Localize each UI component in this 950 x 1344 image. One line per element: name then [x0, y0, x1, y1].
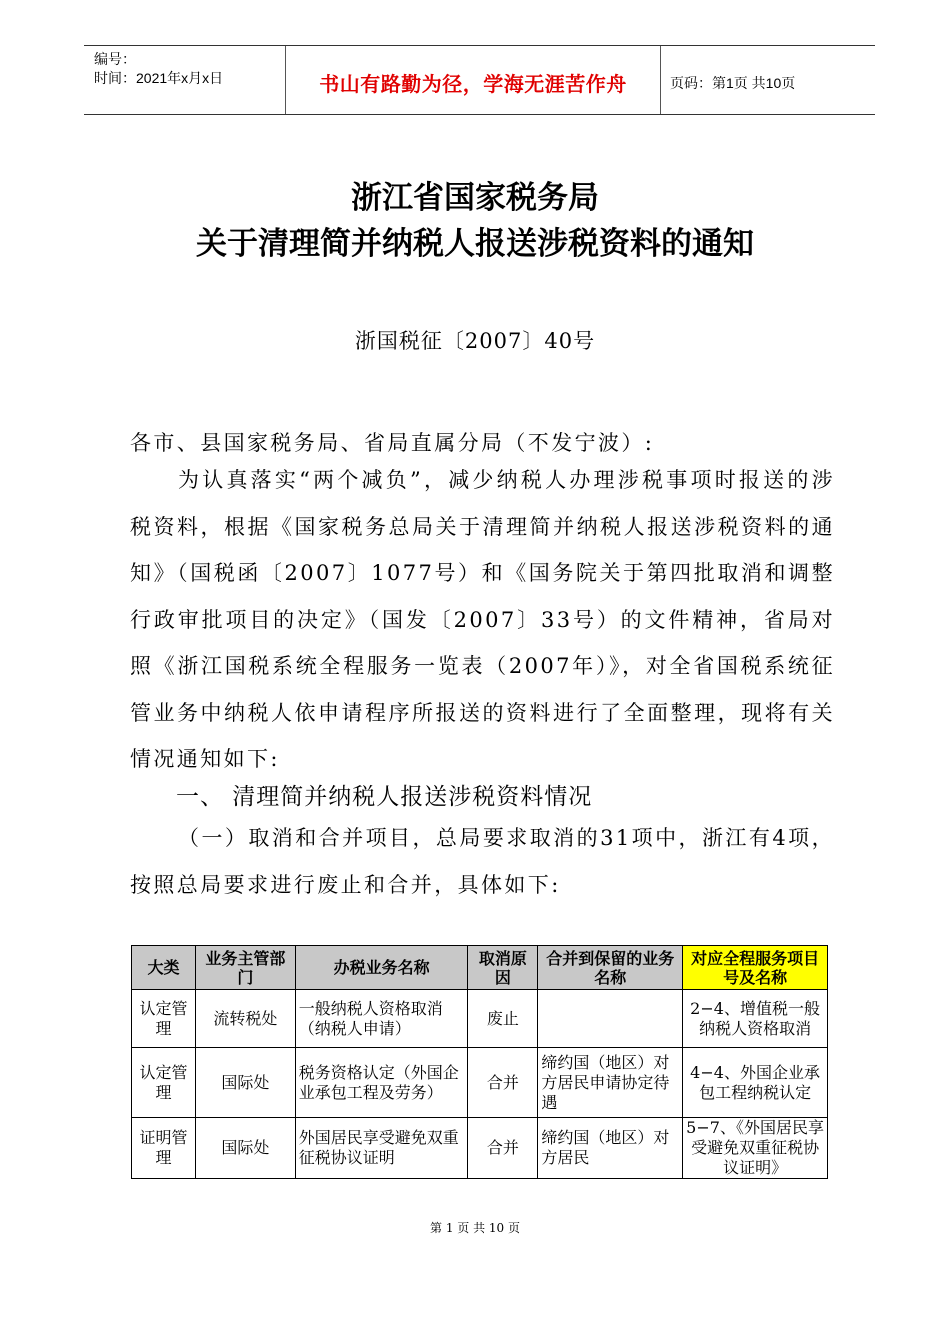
document-number: 浙国税征〔2007〕40号	[354, 329, 596, 353]
table-row	[132, 990, 828, 1048]
document-title-line2: 关于清理简并纳税人报送涉税资料的通知	[196, 226, 754, 262]
table-header-row	[132, 946, 828, 990]
table-cell: 缔约国（地区）对方居民	[538, 1118, 683, 1179]
table-cell: 一般纳税人资格取消（纳税人申请）	[295, 990, 468, 1048]
header-meta	[94, 50, 223, 88]
header-divider	[660, 46, 661, 114]
table-row	[132, 1118, 828, 1179]
table-header-cell: 大类	[132, 946, 196, 990]
section-heading: 一、 清理简并纳税人报送涉税资料情况	[176, 784, 593, 810]
number-label: 编号：	[94, 51, 136, 67]
table-cell	[538, 990, 683, 1048]
table-cell: 流转税处	[195, 990, 295, 1048]
table-cell: 认定管理	[132, 1048, 196, 1118]
table-cell: 外国居民享受避免双重征税协议证明	[295, 1118, 468, 1179]
table-header-cell: 合并到保留的业务名称	[538, 946, 683, 990]
table-cell: 国际处	[195, 1118, 295, 1179]
table-cell: 认定管理	[132, 990, 196, 1048]
table-cell: 2−4、增值税一般纳税人资格取消	[683, 990, 828, 1048]
document-title-line1: 浙江省国家税务局	[351, 180, 599, 216]
time-label: 时间：2021年x月x日	[94, 70, 224, 86]
table-cell: 5−7、《外国居民享受避免双重征税协议证明》	[683, 1118, 828, 1179]
table-cell: 合并	[468, 1118, 538, 1179]
table-cell: 4−4、外国企业承包工程纳税认定	[683, 1048, 828, 1118]
items-table	[131, 945, 828, 1179]
table-header-cell: 业务主管部门	[195, 946, 295, 990]
table-cell: 缔约国（地区）对方居民申请协定待遇	[538, 1048, 683, 1118]
table-cell: 废止	[468, 990, 538, 1048]
table-header-cell: 取消原因	[468, 946, 538, 990]
paragraph-intro: 为认真落实“两个减负”，减少纳税人办理涉税事项时报送的涉税资料，根据《国家税务总局关于清理简并纳税人报送涉税资料的通知》（国税函〔2007〕1077号）和《国务院关于第四批取消和调整行政审批项目的决定》（国发〔2007〕33号）的文件精神，省局对照《浙江国税系统全程服务一览表（2007年）》，对全省国税系统征管业务中纳税人依申请程序所报送的资料进行了全面整理，现将有关情况通知如下:	[130, 468, 835, 771]
table-row	[132, 1048, 828, 1118]
header-page-label: 页码：第1页 共10页	[670, 75, 796, 91]
table-header-cell-highlighted: 对应全程服务项目号及名称	[683, 946, 828, 990]
table-cell: 税务资格认定（外国企业承包工程及劳务）	[295, 1048, 468, 1118]
table-cell: 国际处	[195, 1048, 295, 1118]
page-footer: 第 1 页 共 10 页	[430, 1221, 520, 1235]
table-cell: 合并	[468, 1048, 538, 1118]
salutation: 各市、县国家税务局、省局直属分局（不发宁波）:	[130, 431, 655, 455]
table-cell: 证明管理	[132, 1118, 196, 1179]
table-header-cell: 办税业务名称	[295, 946, 468, 990]
page-header	[84, 45, 875, 115]
header-motto: 书山有路勤为径，学海无涯苦作舟	[319, 72, 627, 96]
paragraph-cancel-items: （一）取消和合并项目，总局要求取消的31项中，浙江有4项，按照总局要求进行废止和合并，具体如下:	[130, 826, 835, 897]
